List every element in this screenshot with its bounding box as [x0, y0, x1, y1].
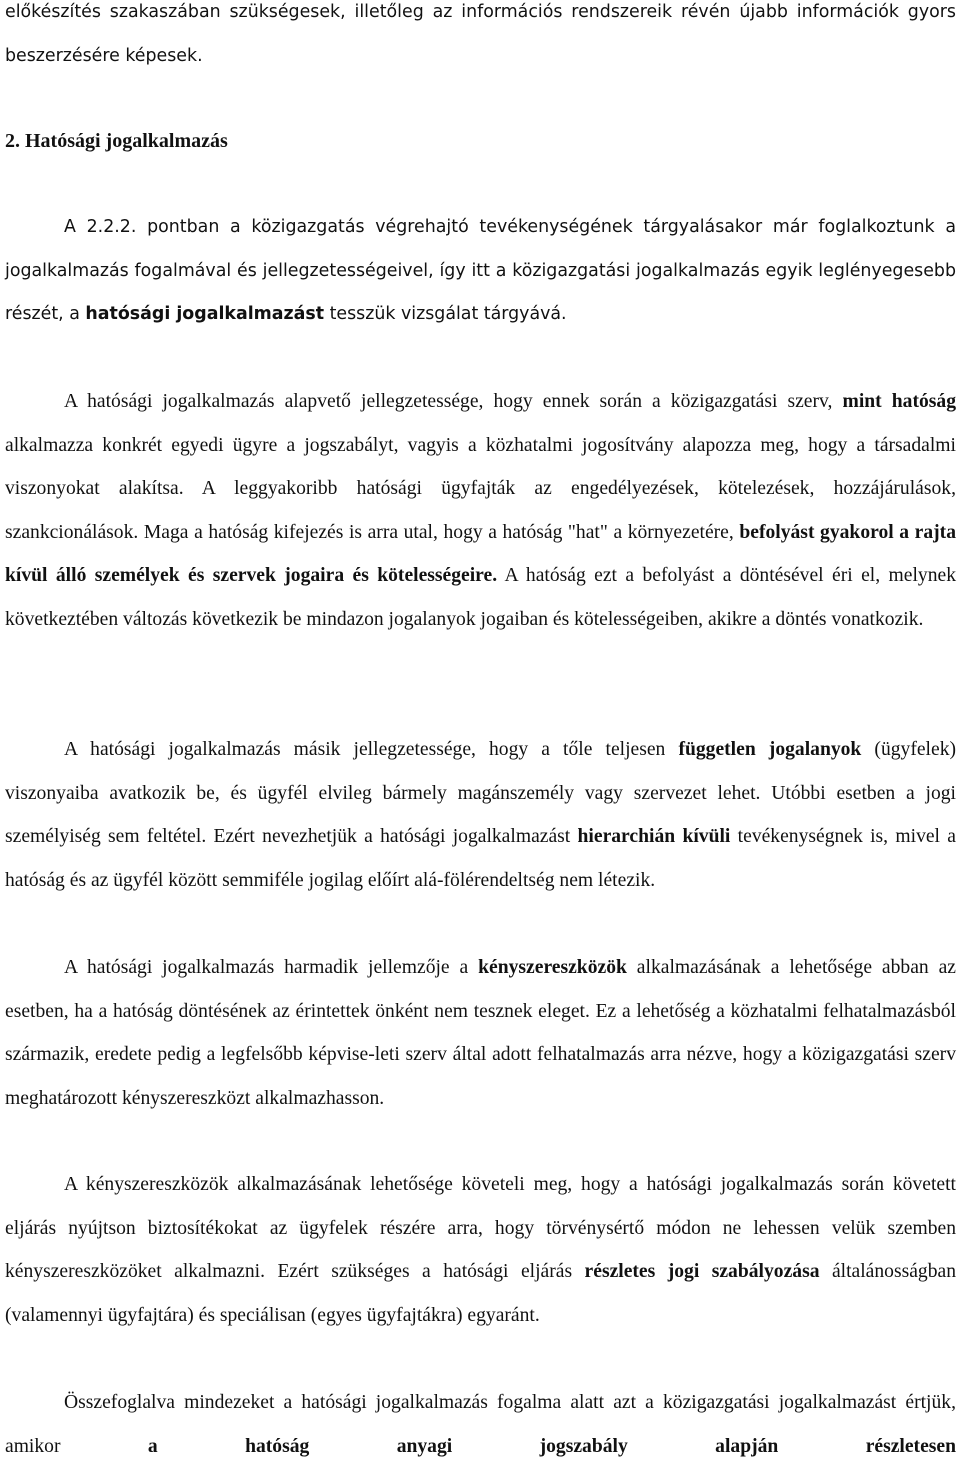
- paragraph-2-emphasis-b: befolyást gyakorol a rajta kívül álló személyek és szervek jogaira és kötelességeire.: [5, 521, 956, 587]
- intro-paragraph: [5, 0, 956, 78]
- paragraph-5-emphasis: részletes jogi szabályozása: [584, 1261, 820, 1283]
- paragraph-1-text-b: tesszük vizsgálat tárgyává.: [324, 304, 567, 325]
- paragraph-3: [5, 728, 956, 902]
- intro-text: előkészítés szakaszában szükségesek, illetőleg az információs rendszereik révén újabb információk gyors beszerzésére képesek.: [5, 2, 956, 66]
- paragraph-2-emphasis-a: mint hatóság: [842, 391, 956, 412]
- paragraph-4-emphasis: kényszereszközök: [478, 957, 627, 978]
- paragraph-5-text-b: általánosságban (valamennyi ügyfajtára) és speciálisan (egyes ügyfajtákra) egyaránt.: [5, 1261, 957, 1326]
- paragraph-4-text-b: alkalmazásának a lehetősége abban az esetben, ha a hatóság döntésének az érintettek önként nem tesznek eleget. Ez a lehetőség a közhatalmi felhatalmazásból származik, eredete pedig a legfelsőbb képvise-leti szerv által adott felhatalmazás arra nézve, hogy a közigazgatási szerv meghatározott kényszereszközt alkalmazhasson.: [5, 957, 956, 1109]
- paragraph-2: [5, 380, 956, 642]
- paragraph-5-text-a: A kényszereszközök alkalmazásának lehetősége követeli meg, hogy a hatósági jogalkalmazás során követett eljárás nyújtson biztosítékokat az ügyfelek részére arra, hogy törvénysértő módon ne lehessen velük szemben kényszereszközöket alkalmazni. Ezért szükséges a hatósági eljárás: [5, 1174, 956, 1283]
- paragraph-4-text-a: A hatósági jogalkalmazás harmadik jellemzője a: [64, 957, 479, 978]
- paragraph-1: [5, 206, 956, 337]
- section-heading: 2. Hatósági jogalkalmazás: [5, 130, 228, 152]
- paragraph-2-text-b: alkalmazza konkrét egyedi ügyre a jogszabályt, vagyis a közhatalmi jogosítvány alapozza meg, hogy a társadalmi viszonyokat alakítsa. A leggyakoribb hatósági ügyfajták az engedélyezések, kötelezések, hozzájárulások, szankcionálások. Maga a hatóság kifejezés is arra utal, hogy a hatóság "hat" a környezetére,: [5, 434, 956, 543]
- paragraph-6-emphasis: a hatóság anyagi jogszabály alapján részletesen: [147, 1435, 956, 1457]
- paragraph-3-text-b: (ügyfelek) viszonyaiba avatkozik be, és ügyfél elvileg bármely magánszemély vagy szervezet lehet. Utóbbi esetben a jogi személyiség sem feltétel. Ezért nevezhetjük a hatósági jogalkalmazást: [5, 739, 957, 848]
- paragraph-4: [5, 946, 956, 1120]
- section-heading-block: [5, 126, 956, 156]
- paragraph-3-emphasis-a: független jogalanyok: [678, 739, 862, 760]
- paragraph-6-text-a: Összefoglalva mindezeket a hatósági jogalkalmazás fogalma alatt azt a közigazgatási jogalkalmazást értjük, amikor: [5, 1392, 956, 1457]
- paragraph-2-text-c: A hatóság ezt a befolyást a döntésével éri el, melynek következtében változás következik be mindazon jogalanyok jogaiban és kötelességeiben, akikre a döntés vonatkozik.: [5, 565, 956, 630]
- paragraph-1-emphasis: hatósági jogalkalmazást: [85, 304, 325, 325]
- paragraph-5: [5, 1163, 956, 1337]
- paragraph-2-text-a: A hatósági jogalkalmazás alapvető jellegzetessége, hogy ennek során a közigazgatási szerv,: [64, 391, 843, 412]
- paragraph-3-emphasis-b: hierarchián kívüli: [577, 826, 731, 848]
- paragraph-6: [5, 1381, 956, 1460]
- paragraph-3-text-a: A hatósági jogalkalmazás másik jellegzetessége, hogy a tőle teljesen: [64, 739, 679, 760]
- paragraph-3-text-c: tevékenységnek is, mivel a hatóság és az ügyfél között semmiféle jogilag előírt alá-fölérendeltség nem létezik.: [5, 826, 957, 891]
- paragraph-1-text-a: A 2.2.2. pontban a közigazgatás végrehajtó tevékenységének tárgyalásakor már foglalkoztunk a jogalkalmazás fogalmával és jellegzetességeivel, így itt a közigazgatási jogalkalmazás egyik leglényegesebb részét, a: [5, 217, 956, 325]
